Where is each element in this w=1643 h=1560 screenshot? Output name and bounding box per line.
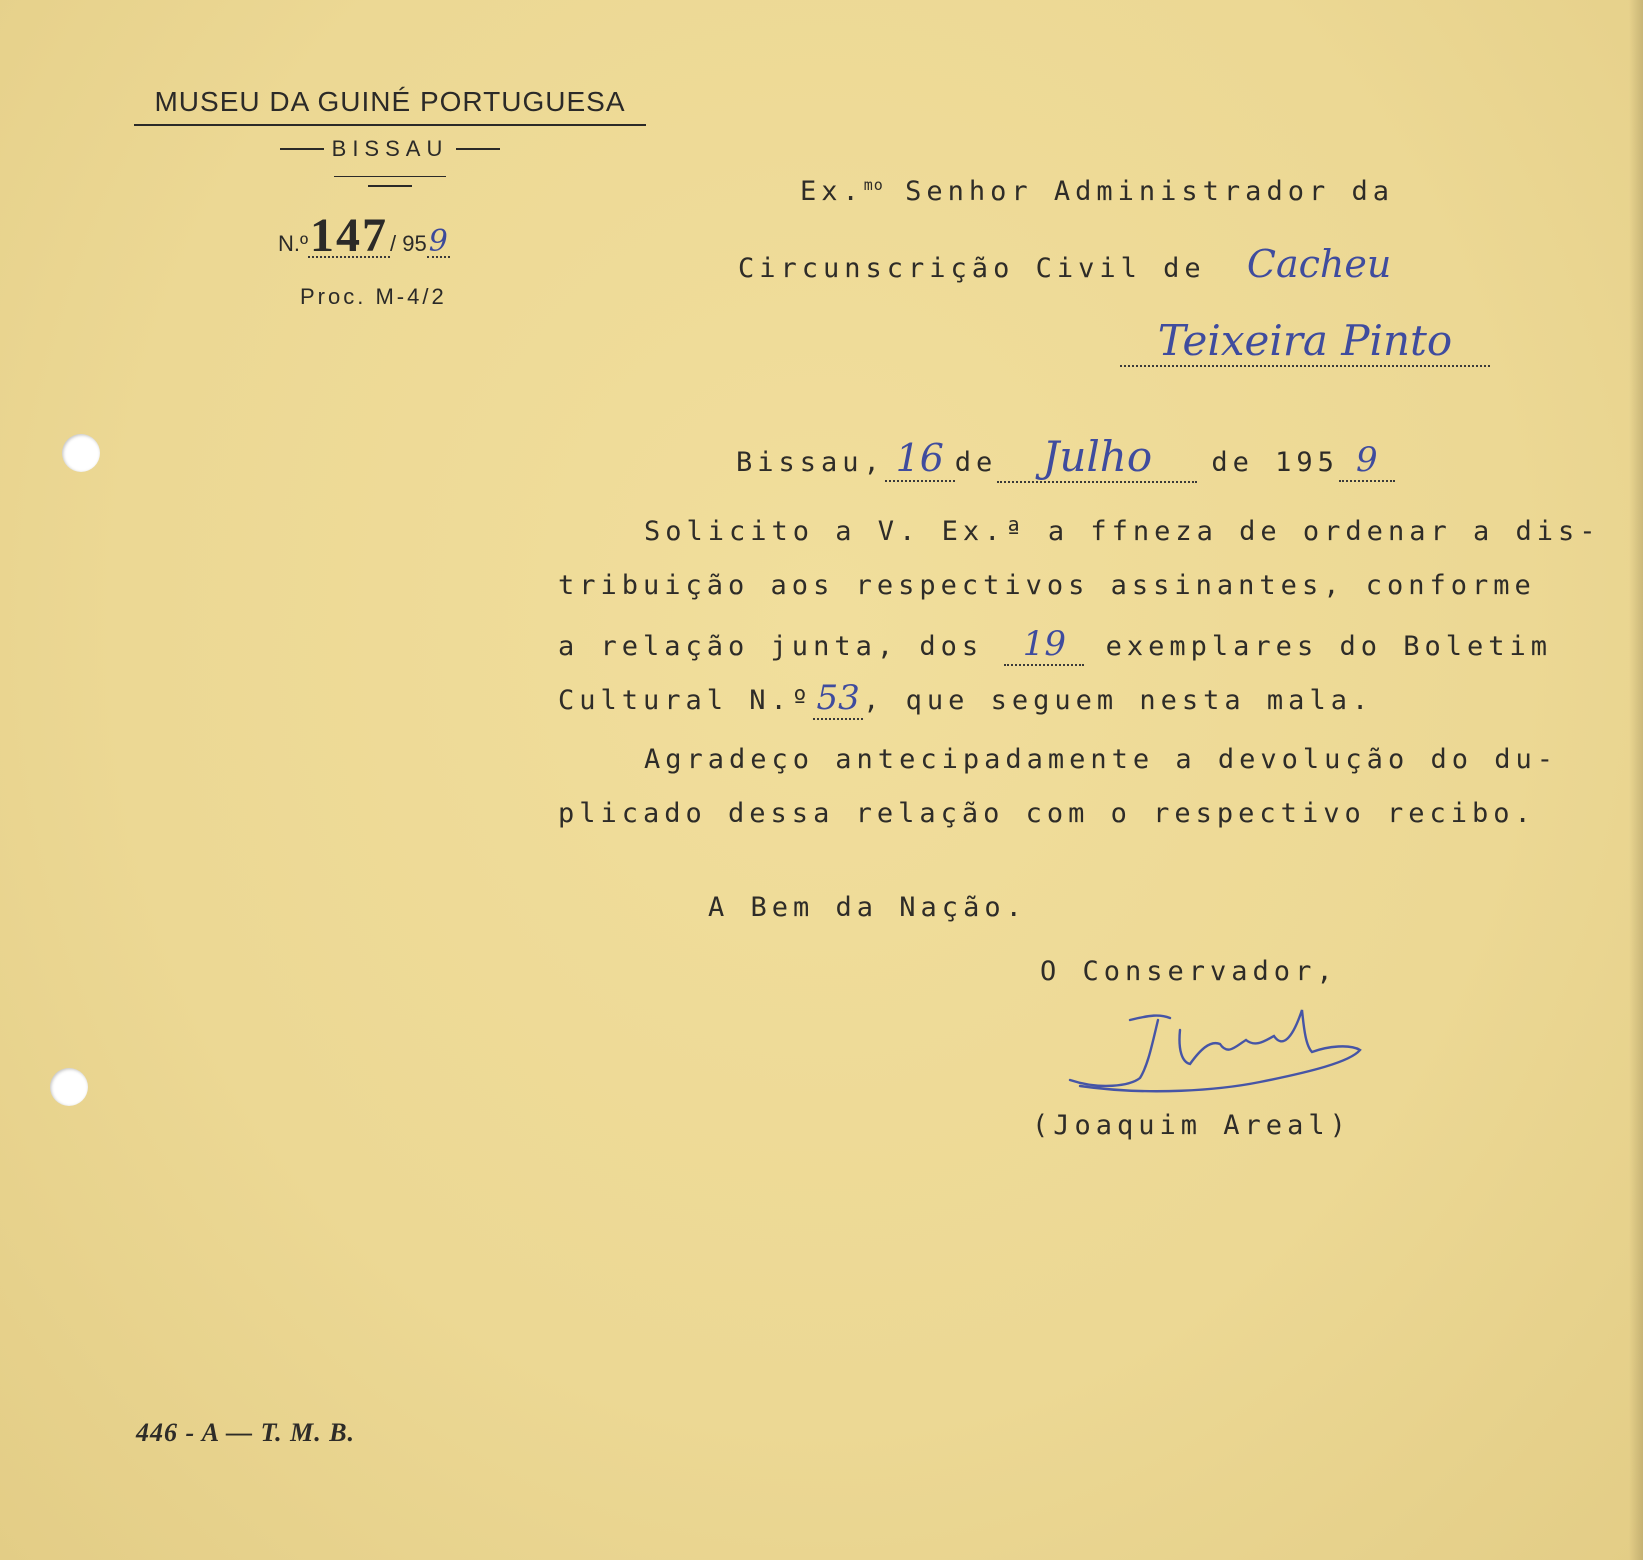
body-line-4-end: , que seguem nesta mala. [863, 685, 1374, 716]
addressee-line-3 [1120, 316, 1490, 367]
date-month: Julho [997, 432, 1197, 483]
reference-year-field [427, 224, 450, 259]
body-line-3 [558, 624, 1552, 666]
closing-salutation: A Bem da Nação. [708, 892, 1027, 923]
body-line-6: plicado dessa relação com o respectivo recibo. [558, 798, 1536, 829]
date-de-1: de [954, 447, 998, 478]
letterhead [134, 86, 646, 187]
reference-number-field [308, 209, 390, 262]
body-line-4-start: Cultural N.º [558, 685, 814, 716]
addressee-district: Circunscrição Civil de [738, 253, 1206, 284]
body-line-3-start: a relação junta, dos [558, 631, 984, 662]
institution-name: MUSEU DA GUINÉ PORTUGUESA [134, 86, 646, 126]
body-line-2: tribuição aos respectivos assinantes, conforme [558, 570, 1536, 601]
dash-left [280, 148, 324, 150]
body-line-1: Solicito a V. Ex.ª a ffneza de ordenar a dis- [644, 516, 1601, 547]
divider-rule [334, 176, 446, 177]
bulletin-issue-number: 53 [813, 678, 863, 720]
reference-year-prefix: / 95 [390, 231, 427, 256]
print-code: 446 - A — T. M. B. [136, 1418, 356, 1447]
body-line-4 [558, 678, 1373, 720]
paper-edge-shadow [1629, 0, 1643, 1560]
addressee-title: Ex. [800, 176, 864, 207]
dash-right [456, 148, 500, 150]
addressee-locality-handwritten: Teixeira Pinto [1120, 316, 1490, 367]
date-day: 16 [885, 436, 955, 482]
signature [1060, 1000, 1390, 1110]
punch-hole-top [62, 434, 100, 472]
date-city: Bissau, [736, 447, 885, 478]
signatory-role: O Conservador, [1040, 956, 1338, 987]
punch-hole-bottom [50, 1068, 88, 1106]
date-line [736, 432, 1395, 483]
addressee-line-2 [738, 242, 1391, 286]
copies-count: 19 [1004, 624, 1084, 666]
body-line-3-end: exemplares do Boletim [1105, 631, 1553, 662]
addressee-place-handwritten: Cacheu [1246, 242, 1392, 286]
addressee-title-superscript: mo [863, 176, 884, 194]
reference-year-digit: 9 [428, 224, 448, 259]
letterhead-city [134, 136, 646, 162]
addressee-title-rest: Senhor Administrador da [883, 176, 1394, 207]
addressee-line-1 [800, 176, 1394, 207]
reference-prefix: N.º [278, 231, 309, 256]
reference-number [278, 208, 450, 263]
process-reference: Proc. M-4/2 [300, 284, 447, 309]
signature-scribble [1060, 1000, 1390, 1110]
signatory-name: (Joaquim Areal) [1032, 1110, 1351, 1141]
divider-rule-short [368, 185, 412, 187]
date-year-digit: 9 [1339, 440, 1395, 482]
date-de-2: de 195 [1211, 447, 1339, 478]
reference-number-value: 147 [310, 209, 389, 262]
body-line-5: Agradeço antecipadamente a devolução do du- [644, 744, 1558, 775]
city-name: BISSAU [331, 136, 449, 161]
